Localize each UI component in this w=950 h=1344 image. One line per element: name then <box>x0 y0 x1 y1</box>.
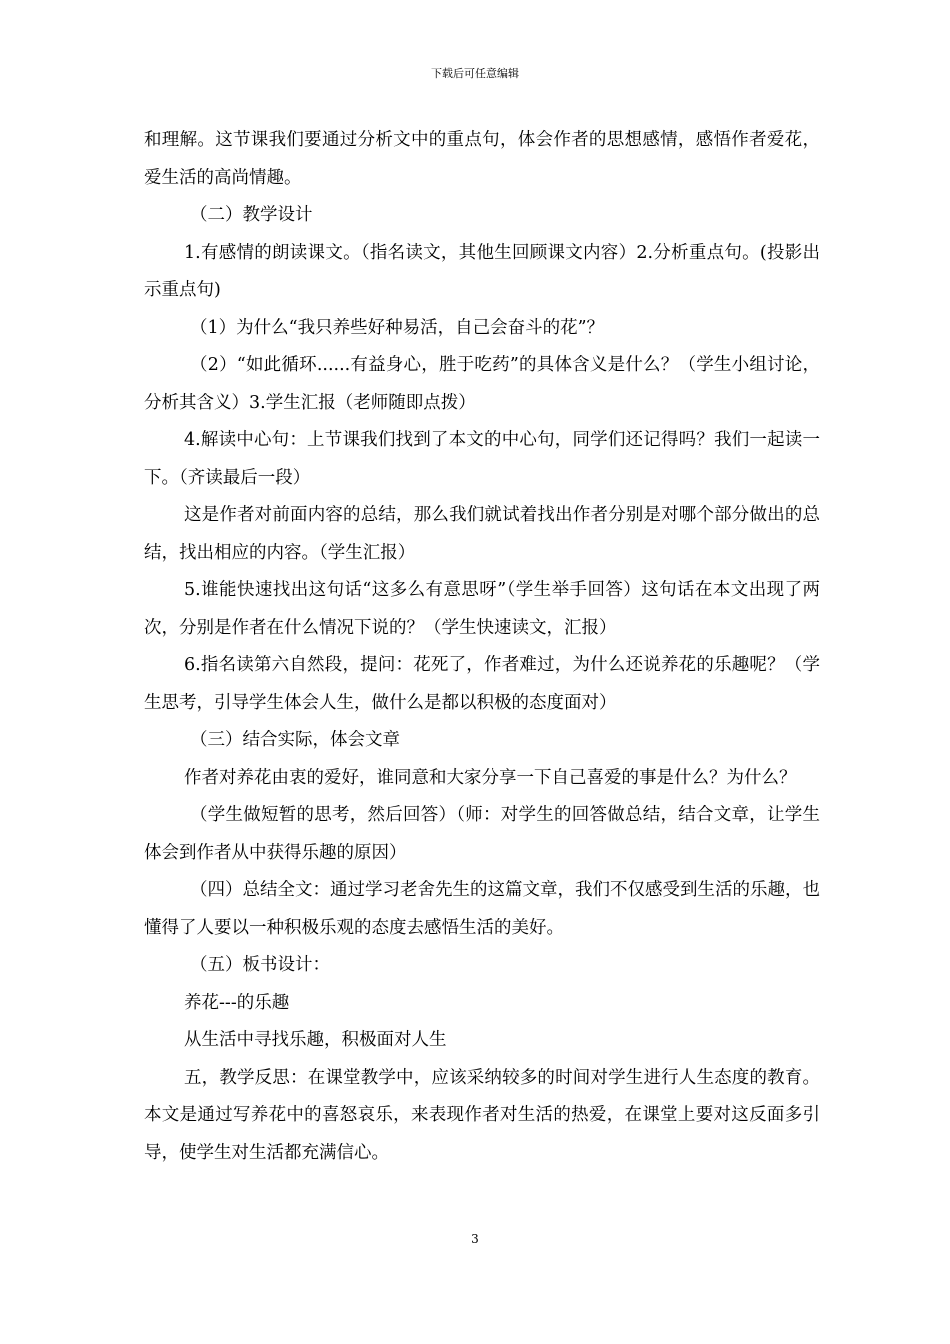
board-line-1: 养花---的乐趣 <box>184 992 290 1013</box>
paragraph-quick-find: 5.谁能快速找出这句话“这多么有意思呀”（学生举手回答）这句话在本文出现了两次，分别是作者在什么情况下说的？（学生快速读文，汇报） <box>144 580 820 638</box>
paragraph-sixth-section: 6.指名读第六自然段，提问：花死了，作者难过，为什么还说养花的乐趣呢？（学生思考，引导学生体会人生，做什么是都以积极的态度面对） <box>144 655 820 713</box>
paragraph-summary-search: 这是作者对前面内容的总结，那么我们就试着找出作者分别是对哪个部分做出的总结，找出相应的内容。（学生汇报） <box>144 505 820 563</box>
paragraph-read-aloud: 1.有感情的朗读课文。（指名读文，其他生回顾课文内容）2.分析重点句。(投影出示重点句) <box>144 242 820 300</box>
board-line-2: 从生活中寻找乐趣，积极面对人生 <box>184 1030 447 1050</box>
document-body <box>144 122 820 1172</box>
paragraph-share-hobby: 作者对养花由衷的爱好，谁同意和大家分享一下自己喜爱的事是什么？为什么？ <box>184 767 797 788</box>
paragraph-continuation: 和理解。这节课我们要通过分析文中的重点句，体会作者的思想感情，感悟作者爱花，爱生活的高尚情趣。 <box>144 130 820 188</box>
section-heading-teaching-design: （二）教学设计 <box>190 205 313 225</box>
paragraph-reflection: 五，教学反思：在课堂教学中，应该采纳较多的时间对学生进行人生态度的教育。本文是通过写养花中的喜怒哀乐，来表现作者对生活的热爱，在课堂上要对这反面多引导，使学生对生活都充满信心。 <box>144 1067 820 1163</box>
question-1: （1）为什么“我只养些好种易活，自己会奋斗的花”？ <box>190 317 605 338</box>
question-2: （2）“如此循环......有益身心，胜于吃药”的具体含义是什么？（学生小组讨论，分析其含义）3.学生汇报（老师随即点拨） <box>144 355 820 413</box>
section-heading-summary: （四）总结全文：通过学习老舍先生的这篇文章，我们不仅感受到生活的乐趣，也懂得了人要以一种积极乐观的态度去感悟生活的美好。 <box>144 880 820 938</box>
section-heading-practice: （三）结合实际，体会文章 <box>190 730 400 750</box>
paragraph-student-response: （学生做短暂的思考，然后回答）（师：对学生的回答做总结，结合文章，让学生体会到作者从中获得乐趣的原因） <box>144 805 820 863</box>
page-number: 3 <box>471 1232 479 1246</box>
section-heading-board-design: （五）板书设计： <box>190 955 330 975</box>
paragraph-central-sentence: 4.解读中心句：上节课我们找到了本文的中心句，同学们还记得吗？我们一起读一下。（齐读最后一段） <box>144 430 820 488</box>
page-header: 下载后可任意编辑 <box>431 67 519 80</box>
